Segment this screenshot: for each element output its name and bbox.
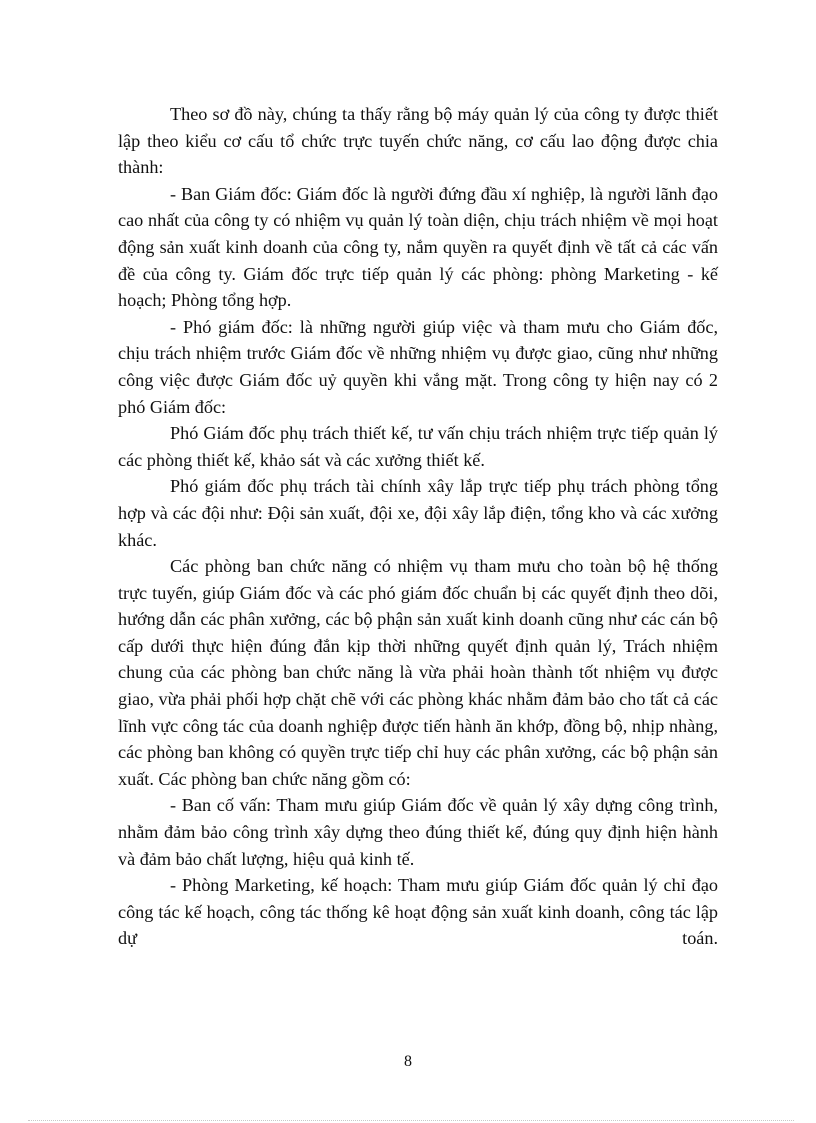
paragraph-ban-giam-doc: - Ban Giám đốc: Giám đốc là người đứng đầu xí nghiệp, là người lãnh đạo cao nhất của công ty có nhiệm vụ quản lý toàn diện, chịu trách nhiệm về mọi hoạt động sản xuất kinh doanh của công ty, nắm quyền ra quyết định về tất cả các vấn đề của công ty. Giám đốc trực tiếp quản lý các phòng: phòng Marketing - kế hoạch; Phòng tổng hợp. xyxy=(118,183,718,311)
paragraph-pho-giam-doc-tai-chinh: Phó giám đốc phụ trách tài chính xây lắp trực tiếp phụ trách phòng tổng hợp và các đội như: Đội sản xuất, đội xe, đội xây lắp điện, tổng kho và các xưởng khác. xyxy=(118,476,718,550)
body-text xyxy=(118,101,718,952)
paragraph-phong-ban-chuc-nang: Các phòng ban chức năng có nhiệm vụ tham mưu cho toàn bộ hệ thống trực tuyến, giúp Giám đốc và các phó giám đốc chuẩn bị các quyết định theo dõi, hướng dẫn các phân xưởng, các bộ phận sản xuất kinh doanh cũng như các cán bộ cấp dưới thực hiện đúng đắn kịp thời những quyết định quản lý, Trách nhiệm chung của các phòng ban chức năng là vừa phải hoàn thành tốt nhiệm vụ được giao, vừa phải phối hợp chặt chẽ với các phòng khác nhằm đảm bảo cho tất cả các lĩnh vực công tác của doanh nghiệp được tiến hành ăn khớp, đồng bộ, nhịp nhàng, các phòng ban không có quyền trực tiếp chỉ huy các phân xưởng, các bộ phận sản xuất. Các phòng ban chức năng gồm có: xyxy=(118,556,718,789)
paragraph-ban-co-van: - Ban cố vấn: Tham mưu giúp Giám đốc về quản lý xây dựng công trình, nhằm đảm bảo công trình xây dựng theo đúng thiết kế, đúng quy định hiện hành và đảm bảo chất lượng, hiệu quả kinh tế. xyxy=(118,795,718,869)
page-number: 8 xyxy=(404,1053,412,1070)
paragraph-phong-marketing: - Phòng Marketing, kế hoạch: Tham mưu giúp Giám đốc quản lý chỉ đạo công tác kế hoạch, công tác thống kê hoạt động sản xuất kinh doanh, công tác lập dự toán. xyxy=(118,875,718,949)
paragraph-pho-giam-doc: - Phó giám đốc: là những người giúp việc và tham mưu cho Giám đốc, chịu trách nhiệm trước Giám đốc về những nhiệm vụ được giao, cũng như những công việc được Giám đốc uỷ quyền khi vắng mặt. Trong công ty hiện nay có 2 phó Giám đốc: xyxy=(118,316,718,417)
paragraph-intro: Theo sơ đồ này, chúng ta thấy rằng bộ máy quản lý của công ty được thiết lập theo kiểu cơ cấu tổ chức trực tuyến chức năng, cơ cấu lao động được chia thành: xyxy=(118,104,718,178)
paragraph-pho-giam-doc-thiet-ke: Phó Giám đốc phụ trách thiết kế, tư vấn chịu trách nhiệm trực tiếp quản lý các phòng thiết kế, khảo sát và các xưởng thiết kế. xyxy=(118,423,718,470)
page-bottom-divider xyxy=(28,1120,794,1121)
